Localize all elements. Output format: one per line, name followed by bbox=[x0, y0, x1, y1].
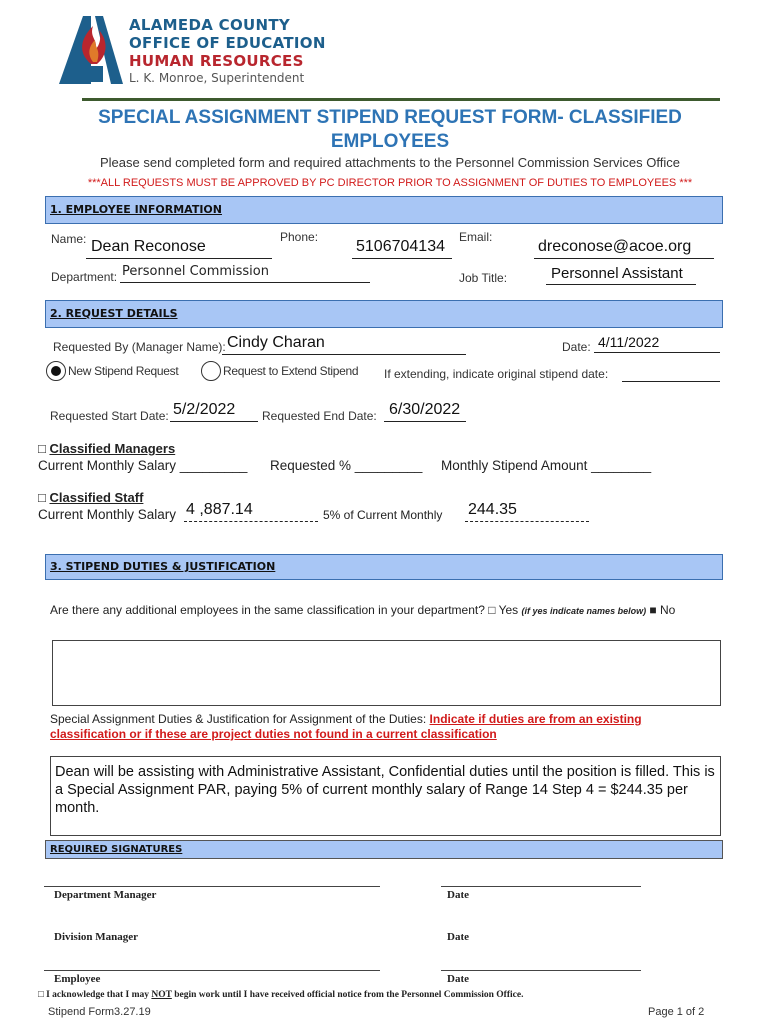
new-stipend-label: New Stipend Request bbox=[68, 364, 179, 378]
email-label: Email: bbox=[459, 230, 493, 244]
form-title-line-1: SPECIAL ASSIGNMENT STIPEND REQUEST FORM- CLASSIFIED bbox=[98, 107, 682, 128]
phone-label: Phone: bbox=[280, 230, 319, 244]
additional-employees-question bbox=[50, 603, 675, 617]
org-name bbox=[129, 16, 326, 86]
start-date-underline bbox=[170, 421, 258, 422]
name-underline bbox=[86, 258, 272, 259]
requested-by-underline bbox=[222, 354, 466, 355]
no-option[interactable]: ■ No bbox=[649, 603, 676, 617]
managers-stipend-label[interactable]: Monthly Stipend Amount ________ bbox=[441, 458, 652, 473]
date-label: Date: bbox=[562, 340, 591, 354]
form-subtitle: Please send completed form and required attachments to the Personnel Commission Services Office bbox=[100, 155, 680, 170]
logo bbox=[55, 14, 125, 86]
end-date-label: Requested End Date: bbox=[262, 409, 377, 423]
section-2-title: 2. REQUEST DETAILS bbox=[50, 307, 178, 320]
org-line-4: L. K. Monroe, Superintendent bbox=[129, 71, 305, 85]
phone-underline bbox=[352, 258, 452, 259]
date-underline bbox=[594, 352, 720, 353]
form-title-line-2: EMPLOYEES bbox=[330, 131, 450, 152]
name-label: Name: bbox=[51, 232, 87, 246]
original-date-label: If extending, indicate original stipend date: bbox=[384, 367, 609, 381]
employee-signature-line[interactable] bbox=[44, 970, 380, 971]
additional-names-box[interactable] bbox=[52, 640, 721, 706]
section-1-header bbox=[45, 196, 723, 224]
section-2-header bbox=[45, 300, 723, 328]
end-date-field[interactable]: 6/30/2022 bbox=[389, 401, 461, 418]
managers-percent-label[interactable]: Requested % _________ bbox=[270, 458, 423, 473]
job-title-field[interactable]: Personnel Assistant bbox=[551, 265, 683, 282]
employee-label: Employee bbox=[54, 973, 101, 985]
acknowledgement-prefix[interactable]: □ I acknowledge that I may bbox=[38, 990, 150, 1000]
original-date-underline[interactable] bbox=[622, 381, 720, 382]
managers-salary-label[interactable]: Current Monthly Salary _________ bbox=[38, 458, 248, 473]
section-3-header bbox=[45, 554, 723, 580]
new-stipend-radio[interactable] bbox=[46, 361, 66, 381]
start-date-field[interactable]: 5/2/2022 bbox=[173, 401, 236, 418]
managers-checkbox[interactable]: □ bbox=[38, 441, 46, 456]
staff-percent-underline bbox=[465, 521, 589, 522]
org-line-2: OFFICE OF EDUCATION bbox=[129, 34, 326, 52]
duties-label-block bbox=[50, 712, 740, 742]
extend-stipend-radio[interactable] bbox=[201, 361, 221, 381]
page-number: Page 1 of 2 bbox=[648, 1006, 705, 1018]
requested-by-field[interactable]: Cindy Charan bbox=[227, 334, 325, 351]
managers-heading-text: Classified Managers bbox=[49, 441, 176, 456]
org-line-3: HUMAN RESOURCES bbox=[129, 52, 304, 70]
staff-percent-field[interactable]: 244.35 bbox=[468, 501, 517, 518]
header-rule bbox=[82, 98, 720, 101]
email-field[interactable]: dreconose@acoe.org bbox=[538, 238, 692, 255]
dept-manager-date-label: Date bbox=[447, 889, 469, 901]
department-underline bbox=[120, 282, 370, 283]
staff-salary-underline bbox=[184, 521, 318, 522]
email-underline bbox=[534, 258, 714, 259]
signatures-header bbox=[45, 840, 723, 859]
job-title-label: Job Title: bbox=[459, 271, 508, 285]
form-id: Stipend Form3.27.19 bbox=[48, 1006, 151, 1018]
employee-date-line[interactable] bbox=[441, 970, 641, 971]
acknowledgement-suffix: begin work until I have received official notice from the Personnel Commission Office. bbox=[174, 990, 524, 1000]
duties-text-box[interactable] bbox=[50, 756, 721, 836]
department-field[interactable]: Personnel Commission bbox=[122, 264, 269, 279]
staff-heading-text: Classified Staff bbox=[49, 490, 144, 505]
department-label: Department: bbox=[51, 270, 118, 284]
staff-salary-field[interactable]: 4 ,887.14 bbox=[186, 501, 253, 518]
extend-stipend-label: Request to Extend Stipend bbox=[223, 364, 359, 378]
start-date-label: Requested Start Date: bbox=[50, 409, 169, 423]
torch-logo-icon bbox=[55, 14, 125, 86]
requested-by-label: Requested By (Manager Name): bbox=[53, 340, 226, 354]
date-field[interactable]: 4/11/2022 bbox=[598, 334, 660, 350]
end-date-underline bbox=[384, 421, 466, 422]
acknowledgement bbox=[38, 990, 523, 1000]
division-manager-date-label: Date bbox=[447, 931, 469, 943]
staff-percent-label: 5% of Current Monthly bbox=[323, 508, 443, 522]
form-title bbox=[40, 106, 740, 154]
approval-warning: ***ALL REQUESTS MUST BE APPROVED BY PC DIRECTOR PRIOR TO ASSIGNMENT OF DUTIES TO EMPLOYEES *** bbox=[87, 177, 693, 189]
phone-field[interactable]: 5106704134 bbox=[356, 238, 445, 255]
dept-manager-signature-line[interactable] bbox=[44, 886, 380, 887]
duties-note-line-2: classification or if these are project duties not found in a current classification bbox=[50, 727, 497, 741]
division-manager-label: Division Manager bbox=[54, 931, 139, 943]
duties-label: Special Assignment Duties & Justification for Assignment of the Duties: bbox=[50, 712, 427, 726]
section-3-title: 3. STIPEND DUTIES & JUSTIFICATION bbox=[50, 560, 276, 573]
staff-checkbox[interactable]: □ bbox=[38, 490, 46, 505]
duties-text: Dean will be assisting with Administrative Assistant, Confidential duties until the position is filled. This is a Special Assignment PAR, paying 5% of current monthly salary of Range 14 Step 4 = $244.35 per month. bbox=[55, 764, 715, 816]
staff-salary-label: Current Monthly Salary bbox=[38, 507, 177, 522]
duties-note-line-1: Indicate if duties are from an existing bbox=[429, 712, 642, 726]
classified-managers-heading bbox=[38, 441, 175, 456]
dept-manager-date-line[interactable] bbox=[441, 886, 641, 887]
question-note: (if yes indicate names below) bbox=[521, 606, 647, 616]
dept-manager-label: Department Manager bbox=[54, 889, 157, 901]
classified-staff-heading bbox=[38, 490, 143, 505]
signatures-title: REQUIRED SIGNATURES bbox=[50, 844, 183, 855]
job-title-underline bbox=[546, 284, 696, 285]
org-line-1: ALAMEDA COUNTY bbox=[129, 16, 291, 34]
name-field[interactable]: Dean Reconose bbox=[91, 238, 206, 255]
section-1-title: 1. EMPLOYEE INFORMATION bbox=[50, 203, 222, 216]
acknowledgement-not: NOT bbox=[151, 990, 172, 1000]
question-text: Are there any additional employees in the same classification in your department? □ Yes bbox=[50, 603, 519, 617]
employee-date-label: Date bbox=[447, 973, 469, 985]
